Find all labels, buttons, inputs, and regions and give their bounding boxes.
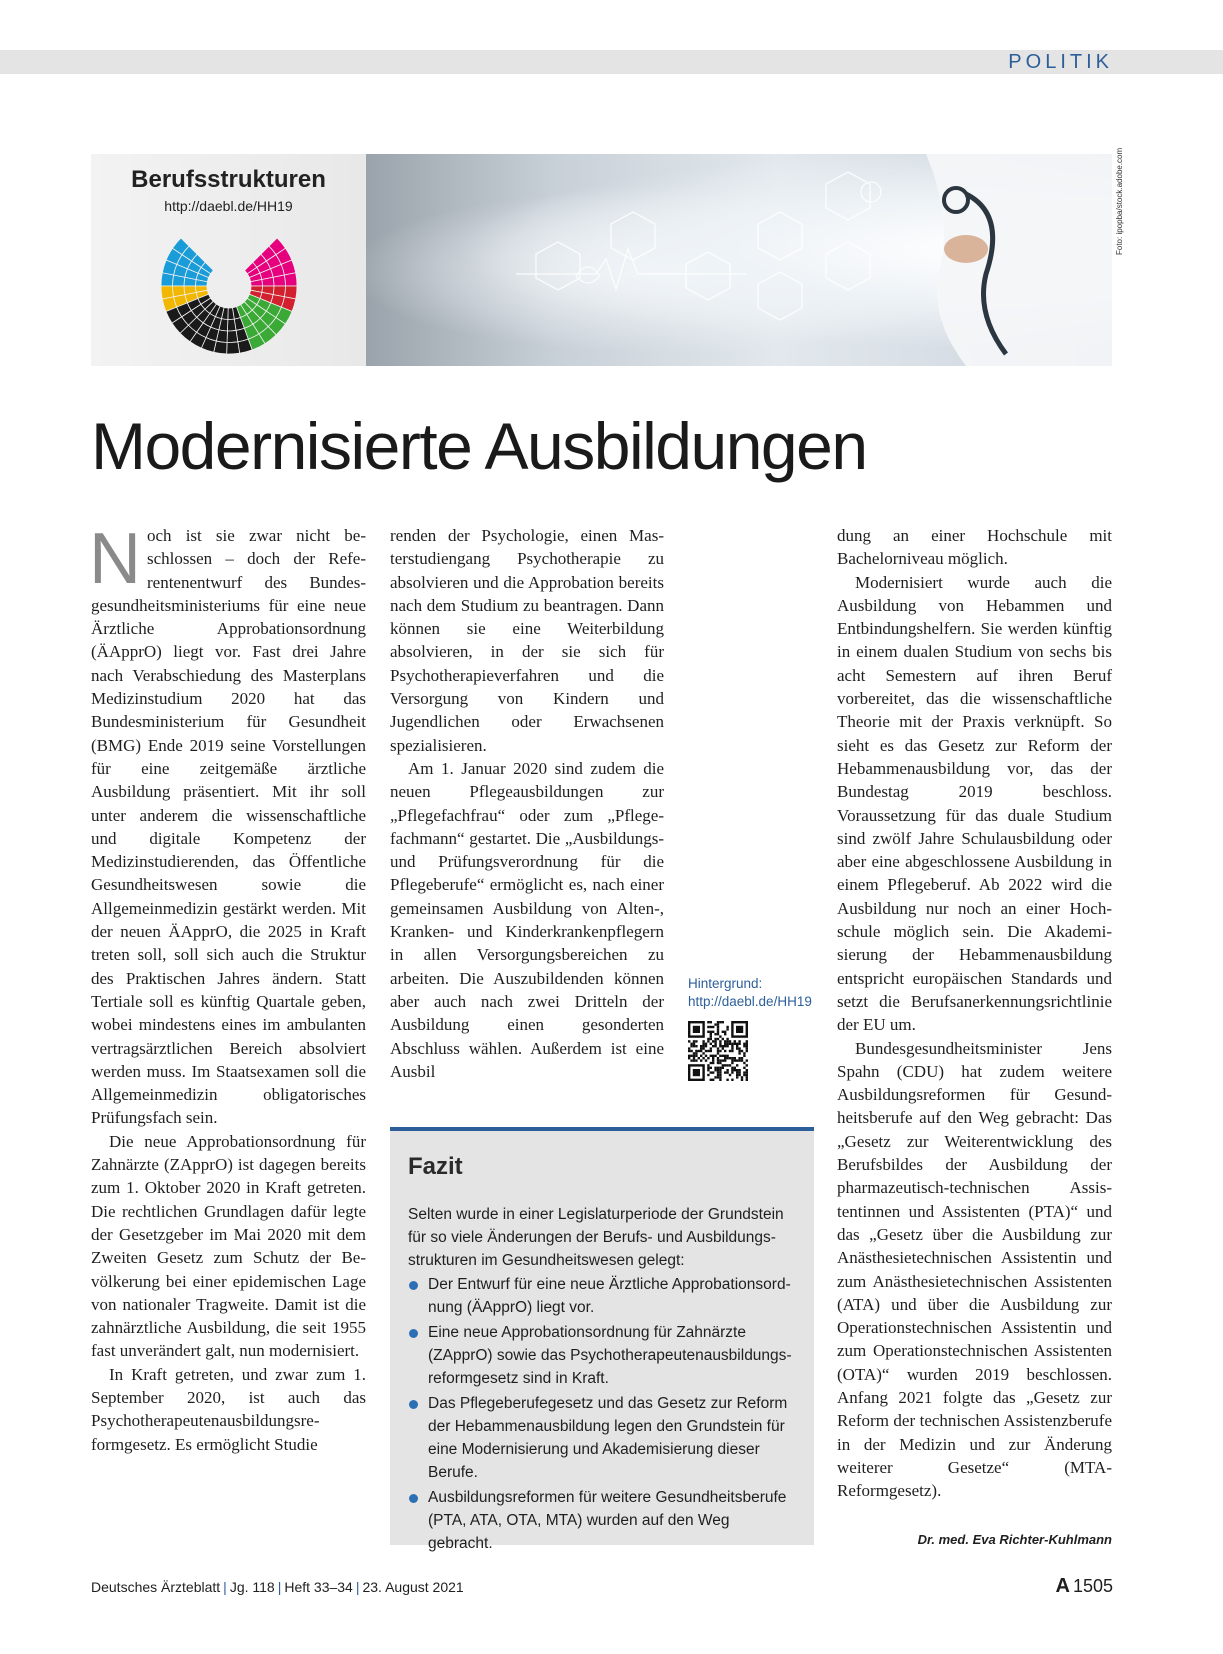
qr-module [690, 1045, 692, 1047]
qr-module [710, 1038, 712, 1040]
fazit-item-text: Ausbildungsreformen für weitere Gesundheitsberufe (PTA, ATA, OTA, MTA) wurden auf den Weg gebracht. [428, 1489, 787, 1552]
qr-module [719, 1040, 721, 1042]
qr-module [743, 1052, 745, 1054]
qr-module [710, 1067, 712, 1069]
fazit-item-text: Das Pflegeberufegesetz und das Gesetz zur Reform der Hebammenausbildung legen den Grundstein für eine Modernisierung und Akademisierung dieser Berufe. [428, 1395, 788, 1481]
qr-module [738, 1043, 740, 1045]
background-link[interactable] [688, 975, 828, 1011]
qr-module [707, 1069, 709, 1071]
qr-module [743, 1062, 745, 1064]
qr-module [724, 1059, 726, 1061]
qr-module [717, 1074, 719, 1076]
fazit-title: Fazit [408, 1153, 463, 1180]
article-headline: Modernisierte Ausbildungen [91, 409, 867, 483]
qr-module [743, 1074, 745, 1076]
qr-module [743, 1045, 745, 1047]
page-number-value: 1505 [1072, 1576, 1113, 1596]
qr-module [717, 1038, 719, 1040]
qr-module [690, 1055, 692, 1057]
article-column-2 [390, 524, 664, 1083]
qr-module [741, 1079, 743, 1081]
qr-module [726, 1057, 728, 1059]
qr-module [707, 1040, 709, 1042]
qr-module [710, 1050, 712, 1052]
qr-module [705, 1050, 707, 1052]
qr-module [707, 1067, 709, 1069]
qr-module [690, 1050, 692, 1052]
qr-module [702, 1043, 704, 1045]
fazit-item-text: Eine neue Approbationsordnung für Zahnärzte (ZApprO) sowie das Psychotherapeutenausbildungsreformgesetz sind in Kraft. [428, 1324, 792, 1387]
qr-module [729, 1040, 731, 1042]
qr-module [719, 1045, 721, 1047]
qr-module [710, 1021, 712, 1023]
qr-module [734, 1040, 736, 1042]
qr-module [695, 1040, 697, 1042]
qr-module [719, 1035, 721, 1037]
qr-module [746, 1071, 748, 1073]
divider: | [355, 1579, 360, 1595]
qr-module [712, 1055, 714, 1057]
qr-module [738, 1069, 740, 1071]
qr-module [688, 1057, 690, 1059]
qr-module [746, 1045, 748, 1047]
qr-module [736, 1043, 738, 1045]
qr-module [714, 1045, 716, 1047]
qr-module [726, 1026, 728, 1028]
paragraph: renden der Psychologie, einen Masterstudiengang Psychotherapie zu absolvieren und die Approbation bereits nach dem Studium zu beantragen. Dann können sie eine Weiterbildung absolvieren, in der sie sich für Psychotherapieverfahren und die Versorgung von Kindern und Jugendlichen oder Erwachsenen spezialisieren. [390, 526, 664, 755]
qr-module [731, 1079, 733, 1081]
qr-code-icon[interactable] [688, 1021, 748, 1081]
qr-module [731, 1071, 733, 1073]
paragraph: Am 1. Januar 2020 sind zudem die neuen Pflegeausbildungen zur „Pflegefachfrau“ oder zum „Pflegefachmann“ gestartet. Die „Ausbildungs- und Prüfungsverordnung für die Pflegeberufe“ ermöglicht es, nach einer gemeinsamen Ausbildung von Alten-, Kranken- und Kinderkrankenpflegern in allen Versorgungsbereichen zu arbeiten. Die Auszubildenden können aber auch nach zwei Dritteln der Ausbildung einen gesonderten Abschluss wählen. Außerdem ist eine Ausbil [390, 758, 664, 1081]
qr-module [741, 1076, 743, 1078]
qr-module [705, 1055, 707, 1057]
qr-module [698, 1057, 700, 1059]
issue-date: 23. August 2021 [362, 1579, 464, 1595]
paragraph: Modernisiert wurde auch die Ausbildung von Hebammen und Entbindungshelfern. Sie werden künftig in einem dualen Studium von sechs bis acht Semestern auf ihren Beruf vorbereitet, das die wissenschaftliche Theorie mit der Praxis verknüpft. So sieht es das Gesetz zur Reform der Hebammenausbildung vor, das der Bundestag 2019 beschloss. Voraussetzung für das duale Studium sind zwölf Jahre Schulausbildung oder aber eine abgeschlossene Ausbildung in einem Pflegeberuf. Ab 2022 wird die Ausbildung nur noch an einer Hochschule möglich sein. Die Akademisierung der Hebammenausbildung entspricht europäischen Standards und setzt die Berufsanerkennungsrichtlinie der EU um. [837, 572, 1112, 1035]
qr-module [688, 1047, 690, 1049]
qr-module [726, 1064, 728, 1066]
qr-module [710, 1043, 712, 1045]
qr-module [741, 1059, 743, 1061]
qr-module [717, 1021, 719, 1023]
qr-module [719, 1076, 721, 1078]
logo-segment [173, 286, 185, 297]
qr-module [710, 1062, 712, 1064]
qr-module [712, 1057, 714, 1059]
fazit-box [390, 1127, 814, 1552]
qr-module [746, 1040, 748, 1042]
qr-module [717, 1062, 719, 1064]
logo-segment [227, 342, 240, 354]
qr-module [717, 1026, 719, 1028]
qr-module [746, 1074, 748, 1076]
qr-module [717, 1076, 719, 1078]
qr-module [738, 1050, 740, 1052]
qr-module [702, 1045, 704, 1047]
qr-module [707, 1050, 709, 1052]
qr-module [702, 1057, 704, 1059]
qr-module [707, 1026, 709, 1028]
paragraph: Bundesgesundheitsminister Jens Spahn (CDU) hat zudem weitere Ausbildungsreformen für Gesundheitsberufe auf den Weg gebracht: Das „Gesetz zur Weiterentwicklung des Berufsbildes der Ausbildung der pharmazeutisch-technischen Assistentinnen und Assistenten (PTA)“ und das „Gesetz über die Ausbildung zur Anästhesietechnischen Assistentin und zum Anästhesietechnischen Assistenten (ATA) und über die Ausbildung zur Operationstechnischen Assistentin und zum Operationstechnischen Assistenten (OTA)“ wurden 2019 beschlossen. Anfang 2021 folgte das „Gesetz zur Reform der technischen Assistenzberufe in der Medizin und zur Änderung weiterer Gesetze“ (MTA-Reformgesetz). [837, 1038, 1112, 1501]
qr-module [746, 1059, 748, 1061]
fazit-list [408, 1273, 798, 1557]
qr-module [693, 1040, 695, 1042]
qr-module [738, 1047, 740, 1049]
qr-module [717, 1067, 719, 1069]
qr-module [738, 1074, 740, 1076]
qr-module [734, 1067, 736, 1069]
section-label: POLITIK [1008, 51, 1113, 73]
qr-module [734, 1069, 736, 1071]
qr-module [726, 1038, 728, 1040]
qr-module [700, 1045, 702, 1047]
qr-module [712, 1040, 714, 1042]
qr-module [714, 1023, 716, 1025]
issue: Heft 33–34 [284, 1579, 353, 1595]
qr-module [702, 1040, 704, 1042]
qr-module [724, 1045, 726, 1047]
qr-module [726, 1055, 728, 1057]
fazit-list-item [408, 1273, 798, 1319]
drop-cap: N [89, 519, 141, 599]
qr-module [743, 1055, 745, 1057]
qr-module [736, 1064, 738, 1066]
qr-module [738, 1059, 740, 1061]
qr-module [712, 1031, 714, 1033]
qr-module [722, 1021, 724, 1023]
qr-module [712, 1079, 714, 1081]
qr-module [736, 1047, 738, 1049]
qr-module [719, 1069, 721, 1071]
qr-module [719, 1050, 721, 1052]
qr-module [743, 1067, 745, 1069]
paragraph: In Kraft getreten, und zwar zum 1. September 2020, ist auch das Psychotherapeutenausbildungsreformgesetz. Es ermöglicht Studie [91, 1364, 366, 1454]
medical-icons-overlay [366, 154, 1112, 366]
qr-module [688, 1040, 690, 1042]
page-prefix: A [1055, 1575, 1070, 1597]
qr-module [746, 1079, 748, 1081]
page-number [1056, 1575, 1114, 1598]
paragraph: Die neue Approbationsordnung für Zahnärzte (ZApprO) ist dagegen bereits zum 1. Oktober 2020 in Kraft getreten. Die rechtlichen Grundlagen dafür legte der Gesetzgeber im Mai 2020 mit dem Zweiten Gesetz zum Schutz der Bevölkerung bei einer epidemischen Lage von nationaler Tragweite. Damit ist die zahnärztliche Ausbildung, die seit 1955 fast unverändert galt, nun modernisiert. [91, 1131, 366, 1361]
publication-name: Deutsches Ärzteblatt [91, 1579, 221, 1595]
qr-module [746, 1064, 748, 1066]
qr-module [717, 1023, 719, 1025]
qr-module [726, 1079, 728, 1081]
logo-segment [284, 273, 297, 286]
qr-module [743, 1071, 745, 1073]
qr-module [710, 1071, 712, 1073]
badge-title: Berufsstrukturen [131, 166, 326, 193]
qr-module [695, 1059, 697, 1061]
qr-module [722, 1045, 724, 1047]
qr-module [710, 1079, 712, 1081]
qr-module [724, 1043, 726, 1045]
qr-module [746, 1047, 748, 1049]
qr-module [712, 1026, 714, 1028]
paragraph-text: och ist sie zwar nicht beschlossen – doch der Referentenentwurf des Bundesgesundheitsministeriums für eine neue Ärztliche Approbationsordnung (ÄApprO) liegt vor. Fast drei Jahre nach Verabschiedung des Masterplans Medizinstudium 2020 hat das Bundesministerium für Gesundheit (BMG) Ende 2019 seine Vorstellungen für eine zeitgemäße ärztliche Ausbildung präsentiert. Mit ihr soll unter anderem die wissenschaftliche und digitale Kompetenz der Medizinstudierenden, das Öffentliche Gesundheitswesen sowie die Allgemeinmedizin gestärkt werden. Mit der neuen ÄApprO, die 2025 in Kraft treten soll, soll sich auch die Struktur des Praktischen Jahres ändern. Statt Tertiale soll es künftig Quartale geben, wobei mindestens eines im ambulanten vertragsärztlichen Bereich absolviert werden muss. Im Staatsexamen soll die Allgemeinmedizin obligatorisches Prüfungsfach sein. [91, 526, 366, 1128]
bullet-icon [409, 1400, 418, 1409]
qr-module [726, 1045, 728, 1047]
qr-module [717, 1050, 719, 1052]
qr-module [731, 1050, 733, 1052]
fazit-list-item [408, 1321, 798, 1390]
qr-module [738, 1040, 740, 1042]
qr-module [690, 1059, 692, 1061]
qr-module [693, 1052, 695, 1054]
qr-module [714, 1040, 716, 1042]
qr-module [695, 1052, 697, 1054]
qr-module [746, 1069, 748, 1071]
qr-module [707, 1031, 709, 1033]
qr-module [731, 1067, 733, 1069]
qr-module [734, 1043, 736, 1045]
qr-module [722, 1055, 724, 1057]
qr-module [726, 1028, 728, 1030]
qr-module [712, 1062, 714, 1064]
qr-module [746, 1050, 748, 1052]
qr-module [705, 1059, 707, 1061]
qr-module [693, 1069, 700, 1076]
qr-module [719, 1067, 721, 1069]
banner [91, 154, 1112, 366]
qr-module [724, 1050, 726, 1052]
qr-module [719, 1071, 721, 1073]
qr-module [710, 1031, 712, 1033]
qr-module [693, 1059, 695, 1061]
qr-module [731, 1062, 733, 1064]
photo-credit: Foto: ipopba/stock.adobe.com [1115, 147, 1124, 255]
qr-module [719, 1059, 721, 1061]
qr-module [707, 1021, 709, 1023]
qr-module [698, 1050, 700, 1052]
qr-module [712, 1071, 714, 1073]
divider: | [223, 1579, 227, 1595]
qr-module [693, 1057, 695, 1059]
doctor-stethoscope-photo [366, 154, 1112, 366]
qr-module [726, 1071, 728, 1073]
qr-module [712, 1045, 714, 1047]
qr-module [700, 1055, 702, 1057]
qr-module [717, 1031, 719, 1033]
parliament-segments-logo [141, 226, 317, 356]
qr-module [719, 1021, 721, 1023]
background-url[interactable]: http://daebl.de/HH19 [688, 994, 812, 1009]
qr-module [719, 1055, 721, 1057]
qr-module [722, 1064, 724, 1066]
qr-module [717, 1033, 719, 1035]
qr-module [731, 1043, 733, 1045]
qr-module [724, 1031, 726, 1033]
qr-module [724, 1071, 726, 1073]
qr-module [736, 1074, 738, 1076]
qr-module [700, 1047, 702, 1049]
qr-module [710, 1055, 712, 1057]
qr-module [736, 1076, 738, 1078]
qr-module [688, 1055, 690, 1057]
qr-module [729, 1050, 731, 1052]
qr-module [734, 1057, 736, 1059]
qr-module [743, 1043, 745, 1045]
qr-module [722, 1067, 724, 1069]
qr-module [722, 1059, 724, 1061]
qr-module [724, 1064, 726, 1066]
qr-module [710, 1035, 712, 1037]
bullet-icon [409, 1494, 418, 1503]
qr-module [719, 1062, 721, 1064]
qr-module [729, 1074, 731, 1076]
page-footer [91, 1579, 464, 1595]
qr-module [707, 1064, 709, 1066]
qr-module [700, 1050, 702, 1052]
qr-module [738, 1071, 740, 1073]
qr-module [707, 1074, 709, 1076]
qr-module [736, 1026, 743, 1033]
logo-segment [273, 275, 285, 286]
author-byline: Dr. med. Eva Richter-Kuhlmann [917, 1532, 1112, 1547]
qr-module [714, 1043, 716, 1045]
qr-module [717, 1047, 719, 1049]
qr-module [717, 1071, 719, 1073]
paragraph: dung an einer Hochschule mit Bachelorniveau möglich. [837, 526, 1112, 569]
qr-module [738, 1052, 740, 1054]
qr-module [717, 1059, 719, 1061]
qr-module [736, 1069, 738, 1071]
qr-module [714, 1076, 716, 1078]
qr-module [690, 1043, 692, 1045]
qr-module [710, 1047, 712, 1049]
qr-module [719, 1079, 721, 1081]
qr-module [714, 1055, 716, 1057]
qr-module [722, 1031, 724, 1033]
qr-module [722, 1047, 724, 1049]
fazit-item-text: Der Entwurf für eine neue Ärztliche Approbationsordnung (ÄApprO) liegt vor. [428, 1276, 791, 1316]
qr-module [736, 1045, 738, 1047]
qr-module [714, 1038, 716, 1040]
qr-module [710, 1026, 712, 1028]
qr-module [717, 1028, 719, 1030]
qr-module [693, 1055, 695, 1057]
bullet-icon [409, 1329, 418, 1338]
qr-module [746, 1043, 748, 1045]
badge-url[interactable]: http://daebl.de/HH19 [164, 198, 293, 214]
qr-module [714, 1069, 716, 1071]
fazit-intro: Selten wurde in einer Legislaturperiode der Grundstein für so viele Änderungen der Berufs- und Ausbildungsstrukturen im Gesundheitswesen gelegt: [408, 1206, 784, 1269]
qr-module [707, 1038, 709, 1040]
qr-module [707, 1057, 709, 1059]
qr-module [695, 1050, 697, 1052]
qr-module [741, 1057, 743, 1059]
qr-module [695, 1055, 697, 1057]
qr-module [729, 1043, 731, 1045]
qr-module [729, 1064, 731, 1066]
qr-module [719, 1074, 721, 1076]
qr-module [724, 1033, 726, 1035]
qr-module [714, 1033, 716, 1035]
qr-module [734, 1059, 736, 1061]
qr-module [702, 1052, 704, 1054]
qr-module [702, 1047, 704, 1049]
qr-module [731, 1059, 733, 1061]
qr-module [726, 1043, 728, 1045]
qr-module [724, 1040, 726, 1042]
qr-module [717, 1057, 719, 1059]
qr-module [705, 1043, 707, 1045]
qr-module [714, 1067, 716, 1069]
fazit-list-item [408, 1392, 798, 1484]
qr-module [741, 1050, 743, 1052]
qr-module [736, 1071, 738, 1073]
article-column-3 [837, 524, 1112, 1502]
qr-module [710, 1033, 712, 1035]
qr-module [693, 1026, 700, 1033]
volume: Jg. 118 [229, 1579, 275, 1595]
qr-module [693, 1045, 695, 1047]
qr-module [693, 1043, 695, 1045]
qr-module [731, 1069, 733, 1071]
qr-module [746, 1076, 748, 1078]
qr-module [736, 1059, 738, 1061]
bullet-icon [409, 1281, 418, 1290]
qr-module [724, 1055, 726, 1057]
qr-module [719, 1043, 721, 1045]
qr-module [738, 1057, 740, 1059]
berufsstrukturen-badge[interactable] [91, 154, 366, 366]
qr-module [726, 1040, 728, 1042]
article-column-1 [89, 519, 366, 1456]
qr-module [731, 1045, 733, 1047]
paragraph [89, 519, 366, 1130]
qr-module [695, 1045, 697, 1047]
background-label: Hintergrund: [688, 976, 763, 991]
qr-module [688, 1050, 690, 1052]
qr-module [731, 1047, 733, 1049]
qr-module [717, 1069, 719, 1071]
logo-segment [227, 330, 238, 342]
fazit-list-item [408, 1486, 798, 1555]
logo-segment [161, 286, 174, 299]
qr-module [731, 1057, 733, 1059]
qr-module [729, 1057, 731, 1059]
qr-module [712, 1059, 714, 1061]
divider: | [277, 1579, 282, 1595]
qr-module [722, 1038, 724, 1040]
qr-module [700, 1059, 702, 1061]
qr-module [724, 1057, 726, 1059]
qr-module [705, 1045, 707, 1047]
qr-module [717, 1052, 719, 1054]
logo-segment [227, 319, 236, 331]
qr-module [726, 1069, 728, 1071]
